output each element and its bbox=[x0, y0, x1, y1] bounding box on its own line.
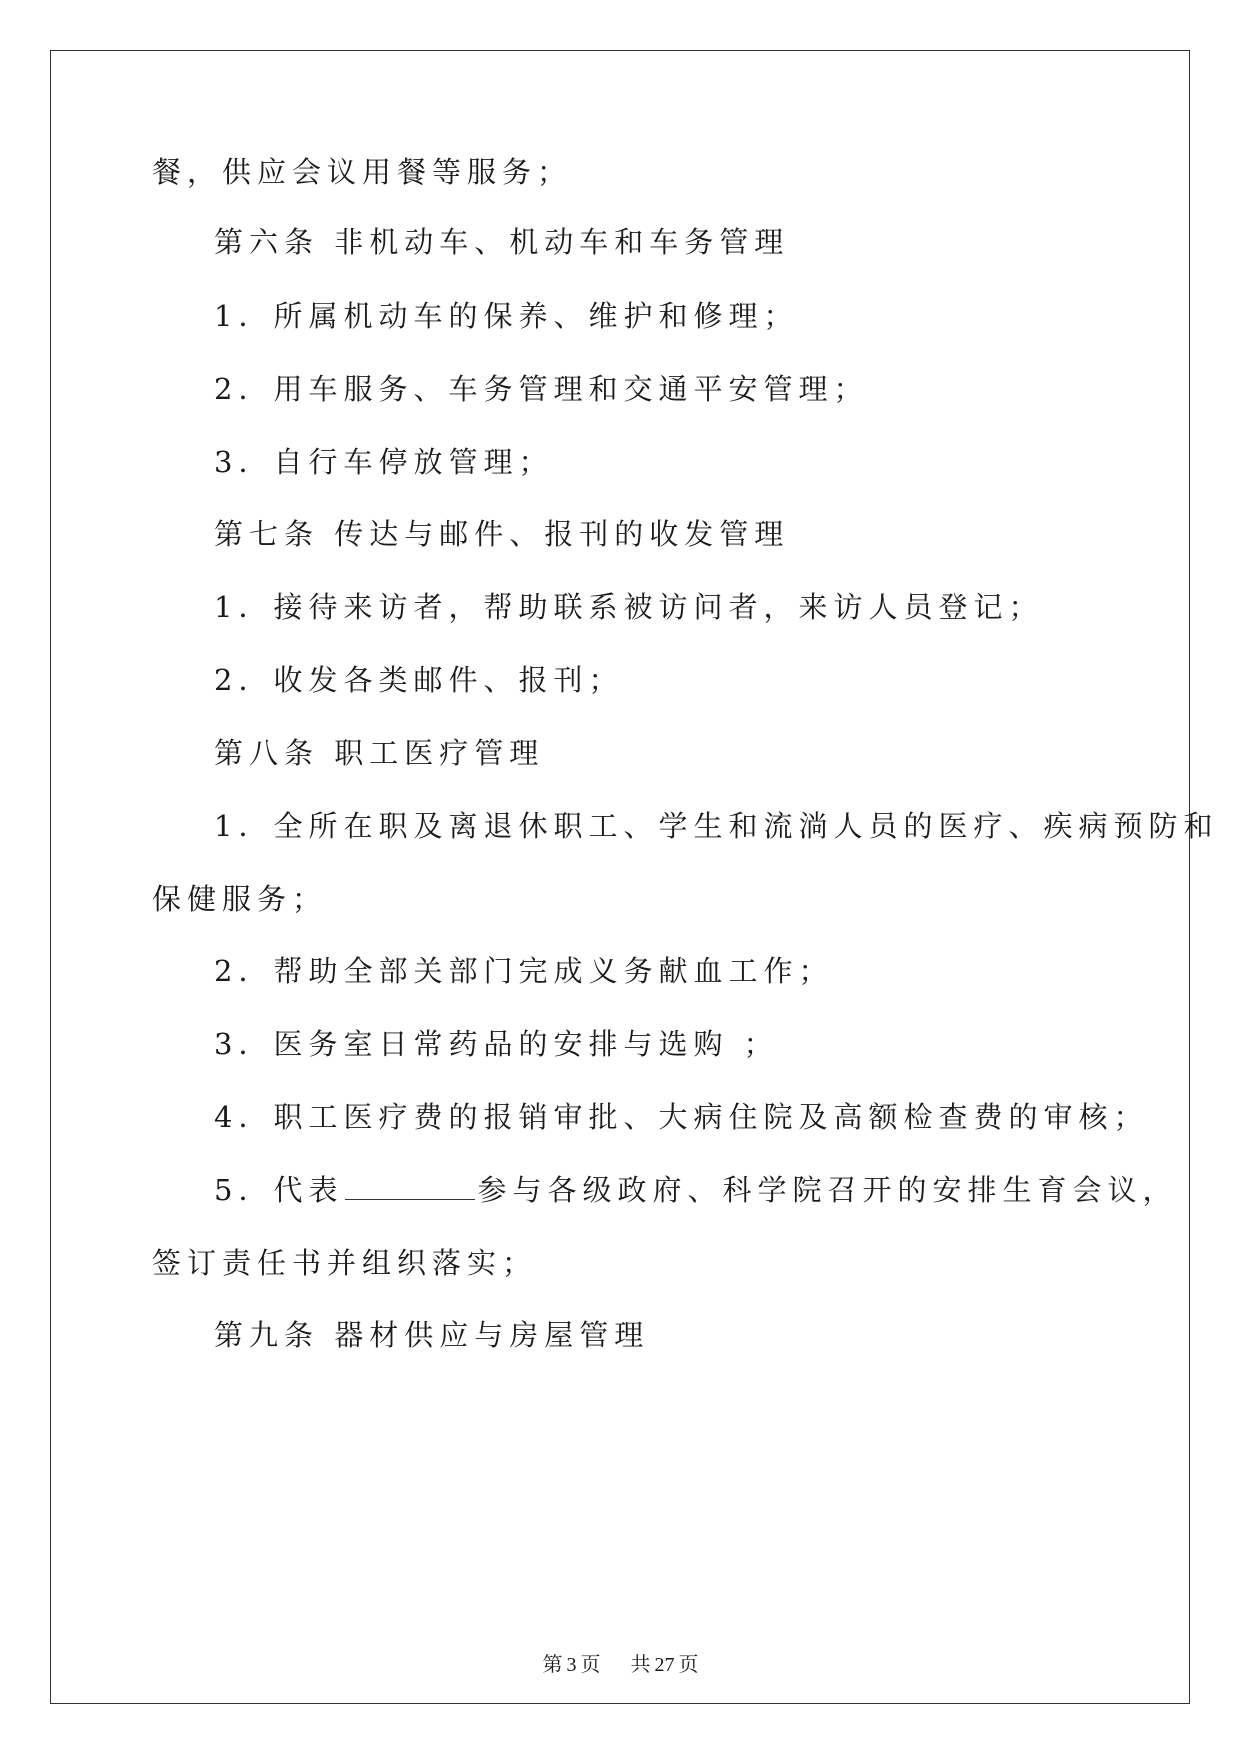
list-item: 3．医务室日常药品的安排与选购 ； bbox=[214, 1027, 779, 1061]
article-heading: 第七条 传达与邮件、报刊的收发管理 bbox=[214, 517, 790, 551]
page-prefix: 第 bbox=[542, 1654, 563, 1676]
total-suffix: 页 bbox=[678, 1654, 699, 1676]
list-item: 1．全所在职及离退休职工、学生和流淌人员的医疗、疾病预防和 bbox=[214, 809, 1219, 843]
list-item: 2．帮助全部关部门完成义务献血工作； bbox=[214, 954, 834, 988]
page-suffix: 页 bbox=[580, 1654, 601, 1676]
total-pages: 27 bbox=[654, 1654, 675, 1676]
page-footer bbox=[0, 1652, 1241, 1678]
paragraph-line: 签订责任书并组织落实； bbox=[152, 1246, 538, 1280]
list-item: 4．职工医疗费的报销审批、大病住院及高额检查费的审核； bbox=[214, 1100, 1149, 1134]
list-item bbox=[214, 1170, 1177, 1210]
paragraph-line: 餐，供应会议用餐等服务； bbox=[152, 155, 573, 189]
article-heading: 第六条 非机动车、机动车和车务管理 bbox=[214, 225, 790, 259]
list-item-text-before: 5．代表 bbox=[214, 1173, 344, 1207]
page-number: 3 bbox=[566, 1654, 577, 1676]
article-heading: 第八条 职工医疗管理 bbox=[214, 736, 545, 770]
list-item-text-after: 参与各级政府、科学院召开的安排生育会议， bbox=[477, 1173, 1178, 1207]
list-item: 2．收发各类邮件、报刊； bbox=[214, 663, 624, 697]
total-prefix: 共 bbox=[630, 1654, 651, 1676]
list-item: 3．自行车停放管理； bbox=[214, 445, 554, 479]
fill-in-blank bbox=[345, 1173, 475, 1200]
list-item: 1．接待来访者，帮助联系被访问者，来访人员登记； bbox=[214, 590, 1044, 624]
list-item: 2．用车服务、车务管理和交通平安管理； bbox=[214, 372, 869, 406]
list-item: 1．所属机动车的保养、维护和修理； bbox=[214, 299, 799, 333]
paragraph-line: 保健服务； bbox=[152, 882, 328, 916]
article-heading: 第九条 器材供应与房屋管理 bbox=[214, 1318, 650, 1352]
